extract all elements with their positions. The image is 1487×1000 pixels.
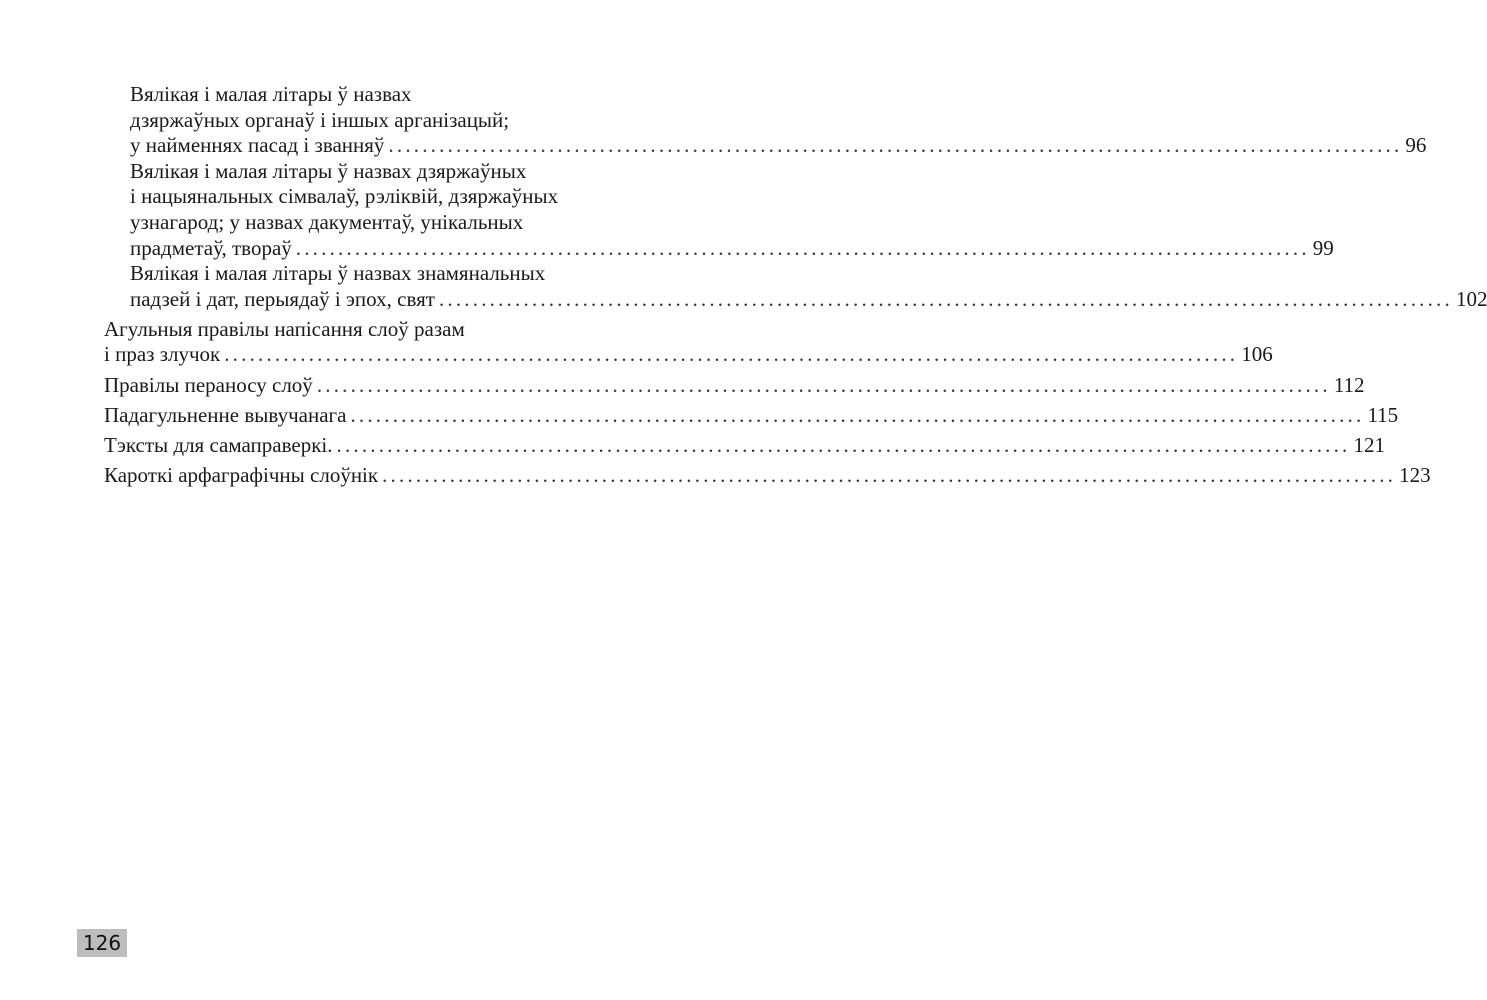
dot-leader: ........................................................................................................................ bbox=[295, 235, 1310, 260]
toc-page-number: 106 bbox=[1241, 342, 1273, 367]
toc-entry-last-line bbox=[104, 342, 1273, 368]
toc-entry-last-line bbox=[104, 462, 1431, 489]
toc-entry-last-line bbox=[130, 133, 1427, 159]
toc-page-number: 123 bbox=[1399, 462, 1431, 487]
toc-entry-line: і нацыянальных сімвалаў, рэліквій, дзяржаўных bbox=[130, 184, 559, 209]
toc-entry bbox=[104, 158, 1334, 261]
page-number-badge: 126 bbox=[77, 929, 127, 957]
dot-leader: ........................................................................................................................ bbox=[336, 432, 1351, 457]
dot-leader: ........................................................................................................................ bbox=[382, 462, 1397, 487]
toc-entry-line: Вялікая і малая літары ў назвах знамянальных bbox=[130, 261, 546, 286]
toc-page-number: 112 bbox=[1333, 372, 1365, 397]
dot-leader: ........................................................................................................................ bbox=[316, 372, 1331, 397]
toc-entry bbox=[104, 316, 1273, 368]
dot-leader: ........................................................................................................................ bbox=[350, 402, 1365, 427]
toc-entry-title-end: Тэксты для самаправеркі. bbox=[104, 432, 333, 457]
toc-entry-line: Вялікая і малая літары ў назвах дзяржаўных bbox=[130, 158, 527, 183]
dot-leader: ........................................................................................................................ bbox=[224, 342, 1239, 367]
toc-entry-last-line bbox=[104, 372, 1365, 399]
toc-entry-line: дзяржаўных органаў і іншых арганізацый; bbox=[130, 107, 510, 132]
dot-leader: ........................................................................................................................ bbox=[388, 133, 1403, 158]
toc-page-number: 115 bbox=[1367, 402, 1399, 427]
toc-entry-last-line bbox=[104, 402, 1399, 429]
toc-entry-title-end: падзей і дат, перыядаў і эпох, свят bbox=[130, 286, 435, 311]
dot-leader: ........................................................................................................................ bbox=[438, 286, 1453, 311]
toc-entry-title-end: прадметаў, твораў bbox=[130, 235, 292, 260]
toc-page-number: 102 bbox=[1455, 286, 1487, 311]
toc-entry bbox=[104, 432, 1385, 459]
toc-entry bbox=[104, 372, 1365, 399]
toc-entry-title-end: Кароткі арфаграфічны слоўнік bbox=[104, 462, 379, 487]
toc-entry-line: Агульныя правілы напісання слоў разам bbox=[104, 316, 465, 341]
toc-entry-title-end: і праз злучок bbox=[104, 342, 221, 367]
toc-entry bbox=[104, 402, 1399, 429]
toc-entry-title-end: Правілы пераносу слоў bbox=[104, 372, 313, 397]
toc-entry bbox=[104, 261, 1487, 312]
toc-entry bbox=[104, 82, 1427, 159]
toc-page-number: 121 bbox=[1353, 432, 1385, 457]
toc-entry-last-line bbox=[104, 432, 1385, 459]
table-of-contents bbox=[104, 82, 1487, 488]
toc-entry-last-line bbox=[130, 235, 1334, 262]
toc-page-number: 99 bbox=[1312, 235, 1334, 260]
toc-entry-line: узнагарод; у назвах дакументаў, унікальных bbox=[130, 209, 524, 234]
toc-entry-last-line bbox=[130, 286, 1487, 313]
toc-page-number: 96 bbox=[1405, 133, 1427, 158]
toc-entry-title-end: Падагульненне вывучанага bbox=[104, 402, 347, 427]
toc-entry bbox=[104, 462, 1431, 489]
toc-entry-title-end: у найменнях пасад і званняў bbox=[130, 133, 385, 158]
toc-entry-line: Вялікая і малая літары ў назвах bbox=[130, 82, 412, 106]
